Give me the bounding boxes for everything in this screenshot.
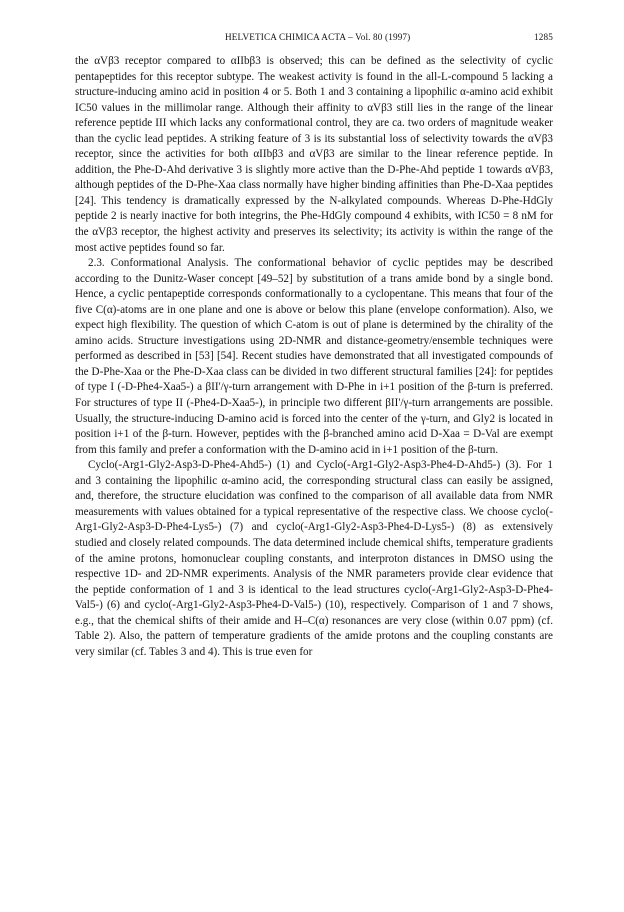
running-header <box>75 30 553 48</box>
body-text <box>75 54 553 660</box>
paragraph-compounds-1-and-3: Cyclo(-Arg1-Gly2-Asp3-D-Phe4-Ahd5-) (1) and Cyclo(-Arg1-Gly2-Asp3-Phe4-D-Ahd5-) (3). For 1 and 3 containing the lipophilic α-amino acid, the corresponding structural class can easily be assigned, and, therefore, the structure elucidation was confined to the comparison of all available data from NMR measurements with values obtained for a typical representative of the respective class. We choose cyclo(-Arg1-Gly2-Asp3-D-Phe4-Lys5-) (7) and cyclo(-Arg1-Gly2-Asp3-Phe4-D-Lys5-) (8) as extensively studied and closely related compounds. The data determined include chemical shifts, temperature gradients of the amine protons, homonuclear coupling constants, and interproton distances in DMSO using the respective 1D- and 2D-NMR experiments. Analysis of the NMR parameters provide clear evidence that the peptide conformation of 1 and 3 is identical to the lead structures cyclo(-Arg1-Gly2-Asp3-D-Phe4-Val5-) (6) and cyclo(-Arg1-Gly2-Asp3-Phe4-D-Val5-) (10), respectively. Comparison of 1 and 7 shows, e.g., that the chemical shifts of their amide and H–C(α) resonances are very close (within 0.07 ppm) (cf. Table 2). Also, the pattern of temperature gradients of the amide protons and the coupling constants are very similar (cf. Tables 3 and 4). This is true even for <box>75 459 553 658</box>
journal-page <box>75 30 553 660</box>
running-title: HELVETICA CHIMICA ACTA – Vol. 80 (1997) <box>225 32 411 42</box>
page-number: 1285 <box>534 32 553 42</box>
paragraph-conformational-analysis: 2.3. Conformational Analysis. The conformational behavior of cyclic peptides may be described according to the Dunitz-Waser concept [49–52] by substitution of a trans amide bond by a single bond. Hence, a cyclic pentapeptide corresponds conformationally to a cyclopentane. This means that four of the five C(α)-atoms are in one plane and one is above or below this plane (envelope conformation). Also, we expect high flexibility. The question of which C-atom is out of plane is determined by the chirality of the amino acids. Structure investigations using 2D-NMR and distance-geometry/ensemble techniques were performed as described in [53] [54]. Recent studies have demonstrated that all investigated compounds of the D-Phe-Xaa or the Phe-D-Xaa class can be divided in two different structural families [24]: for peptides of type I (-D-Phe4-Xaa5-) a βII'/γ-turn arrangement with D-Phe in i+1 position of the β-turn is preferred. For structures of type II (-Phe4-D-Xaa5-), in principle two different βII'/γ-turn arrangements are possible. Usually, the structure-inducing D-amino acid is forced into the center of the γ-turn, and Gly2 is located in position i+1 of the β-turn. However, peptides with the β-branched amino acid D-Xaa = D-Val are exempt from this family and prefer a conformation with the D-amino acid in i+1 position of the β-turn. <box>75 257 553 456</box>
paragraph-selectivity: the αVβ3 receptor compared to αIIbβ3 is observed; this can be defined as the selectivity of cyclic pentapeptides for this receptor subtype. The weakest activity is found in the all-L-compound 5 lacking a structure-inducing amino acid in position 4 or 5. Both 1 and 3 containing a lipophilic α-amino acid exhibit IC50 values in the millimolar range. Although their affinity to αVβ3 still lies in the range of the linear reference peptide III which lacks any conformational control, they are ca. two orders of magnitude weaker than the cyclic lead peptides. A striking feature of 3 is its substantial loss of selectivity towards the αVβ3 receptor, since the activities for both αIIbβ3 and αVβ3 are similar to the linear reference peptide. In addition, the Phe-D-Ahd derivative 3 is slightly more active than the D-Phe-Ahd peptide 1 towards αVβ3, although peptides of the D-Phe-Xaa class normally have higher binding affinities than Phe-D-Xaa peptides [24]. This tendency is dramatically expressed by the N-alkylated compounds. Whereas D-Phe-HdGly peptide 2 is nearly inactive for both integrins, the Phe-HdGly compound 4 exhibits, with IC50 = 8 nM for the αVβ3 receptor, the highest activity and preserves its selectivity; its activity is within the range of the most active peptides found so far. <box>75 55 553 254</box>
